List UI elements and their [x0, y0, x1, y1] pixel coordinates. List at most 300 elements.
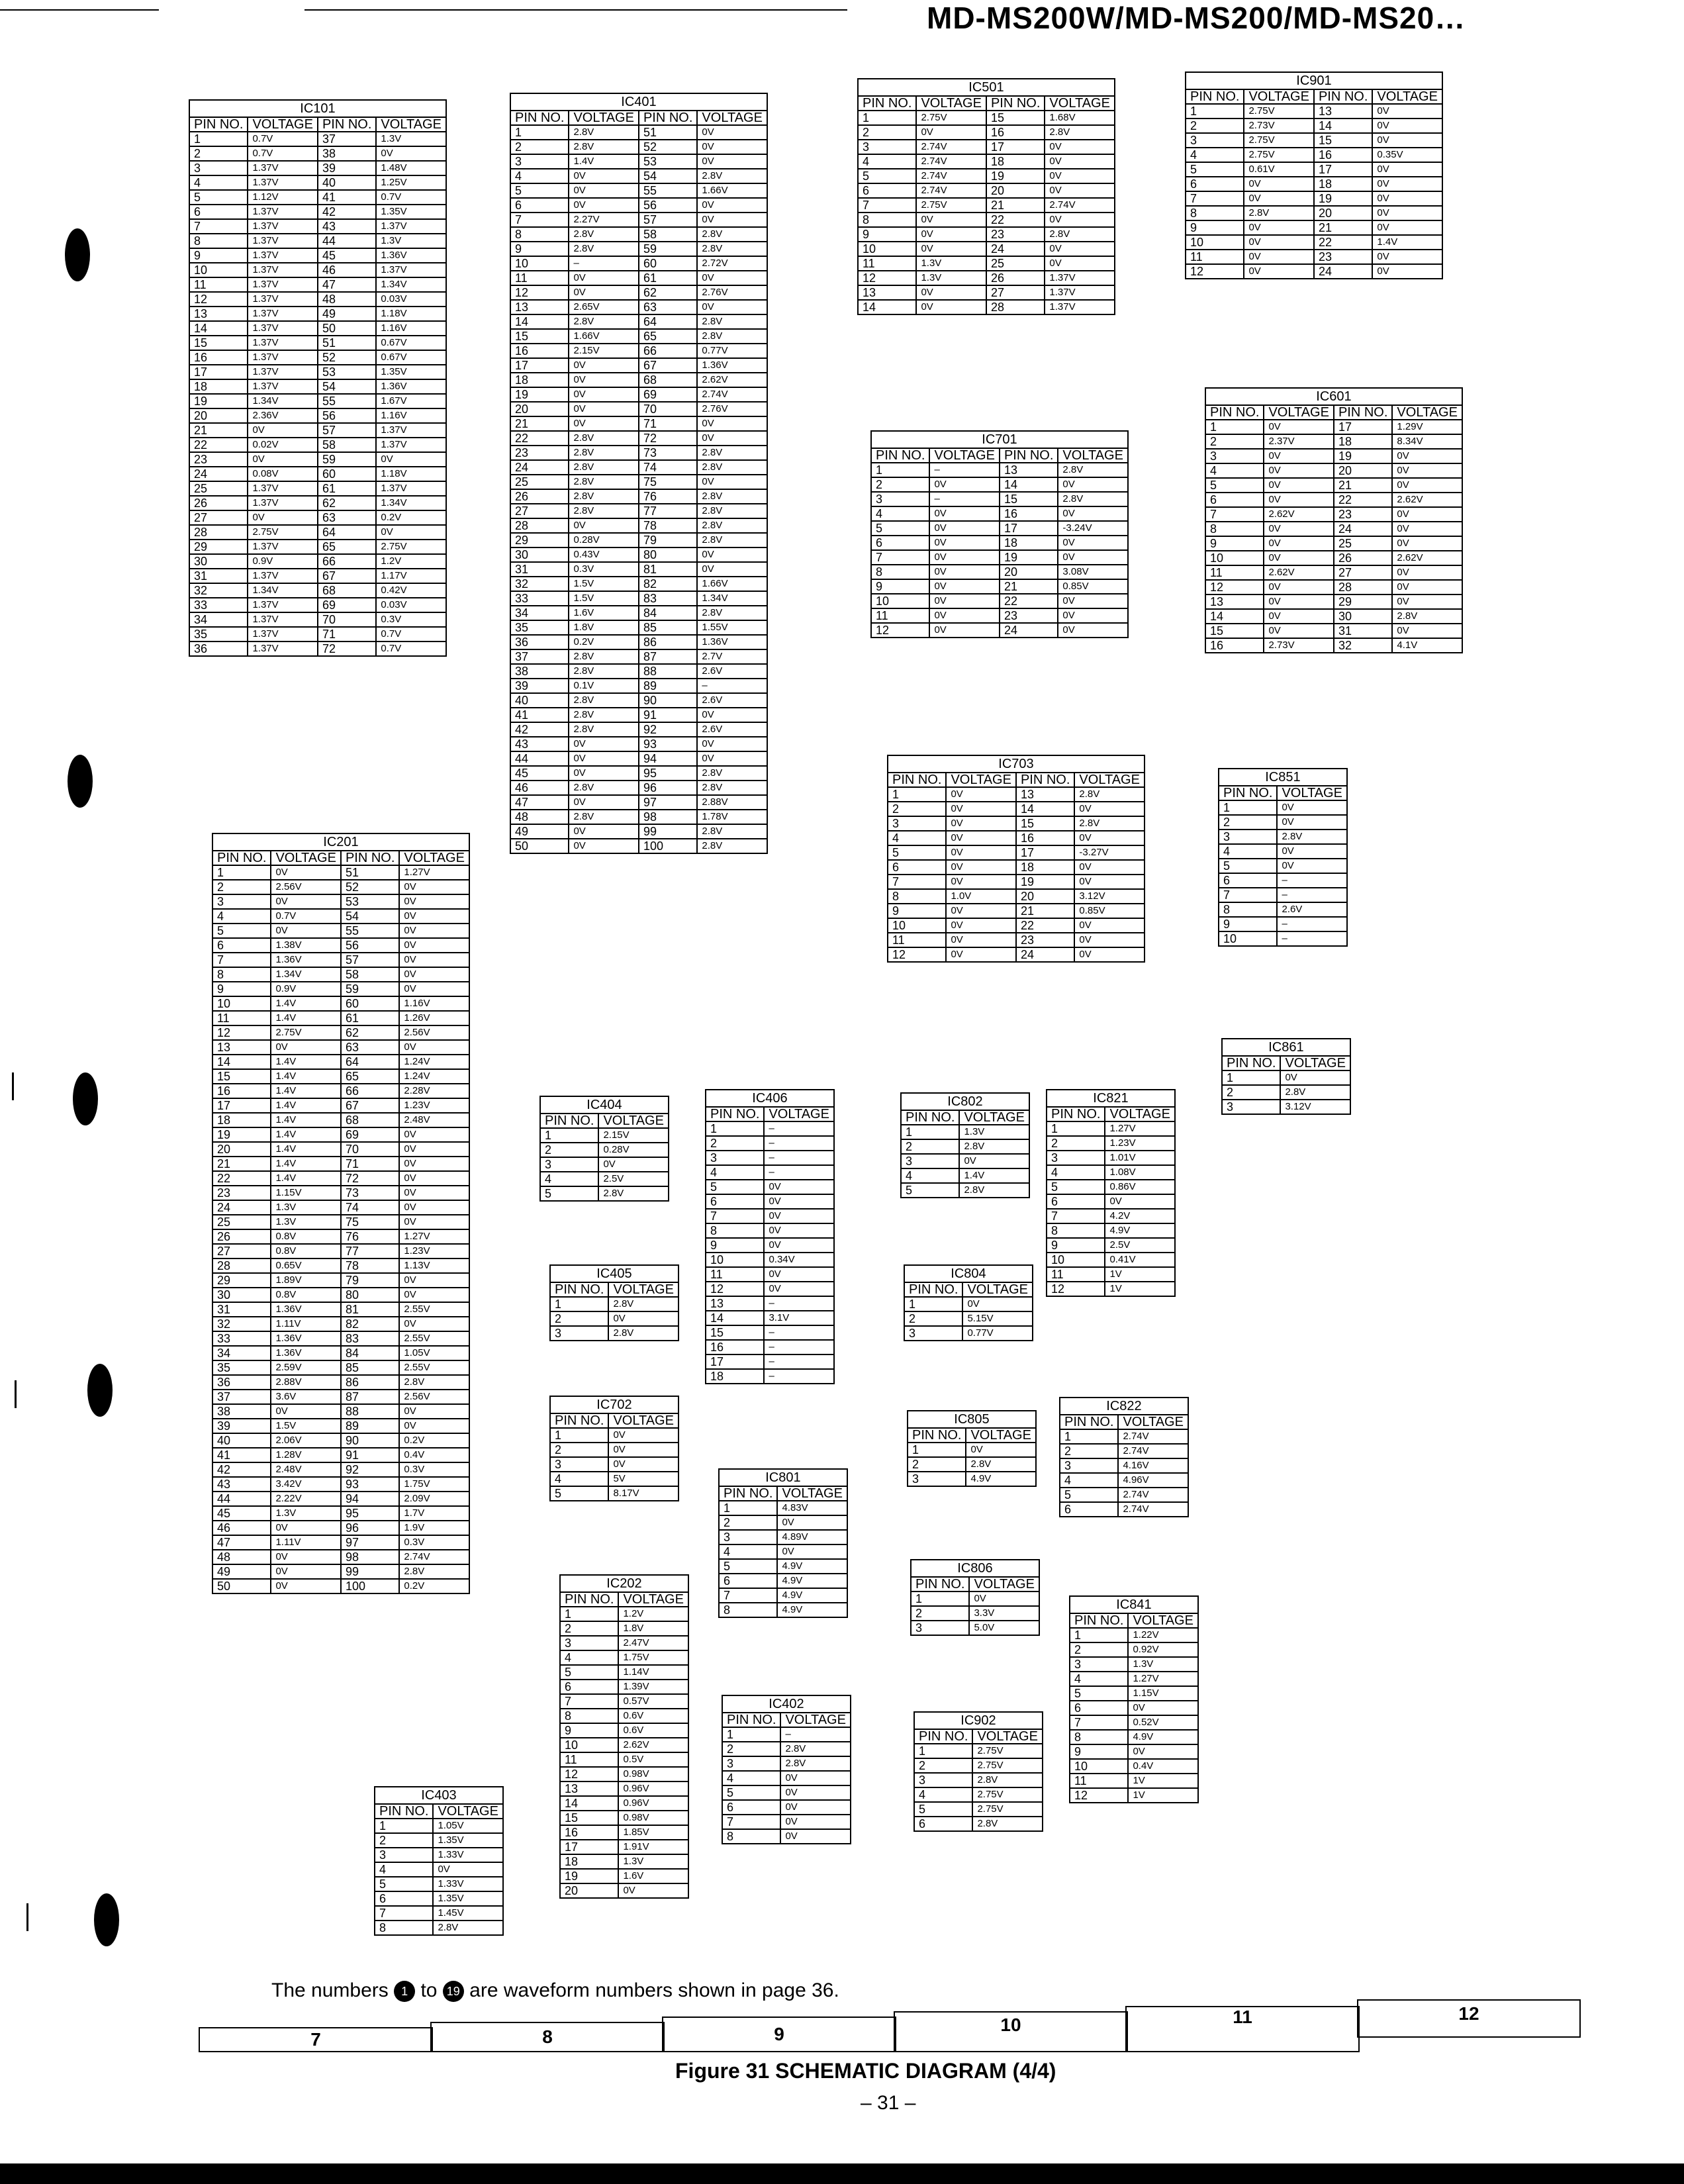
- pin-number: 42: [212, 1462, 271, 1477]
- table-row: [510, 737, 767, 751]
- pin-number: 21: [1016, 904, 1074, 918]
- pin-number: 63: [318, 510, 376, 525]
- table-row: [858, 154, 1115, 169]
- pin-number: 93: [341, 1477, 399, 1492]
- pin-no-header: PIN NO.: [1060, 1415, 1118, 1429]
- voltage-value: 0V: [271, 894, 341, 909]
- pin-number: 58: [318, 438, 376, 452]
- pin-number: 5: [706, 1180, 764, 1194]
- pin-number: 23: [212, 1186, 271, 1200]
- table-row: [212, 982, 469, 996]
- pin-number: 94: [639, 751, 697, 766]
- table-row: [510, 373, 767, 387]
- voltage-value: 0V: [1244, 191, 1314, 206]
- voltage-value: 0.28V: [569, 533, 639, 547]
- voltage-value: 0.92V: [1128, 1642, 1198, 1657]
- voltage-value: 0V: [1045, 154, 1115, 169]
- table-row: [510, 620, 767, 635]
- pin-number: 27: [1334, 565, 1392, 580]
- pin-number: 19: [1334, 449, 1392, 463]
- voltage-value: 0V: [929, 506, 1000, 521]
- pin-number: 14: [510, 314, 569, 329]
- table-row: [1060, 1473, 1188, 1488]
- pin-number: 3: [858, 140, 916, 154]
- pin-no-header: PIN NO.: [560, 1592, 618, 1607]
- voltage-value: 1.75V: [399, 1477, 469, 1492]
- voltage-value: 2.8V: [780, 1742, 851, 1756]
- table-row: [858, 256, 1115, 271]
- table-row: [914, 1817, 1043, 1831]
- voltage-value: 0V: [1372, 191, 1442, 206]
- pin-number: 24: [189, 467, 248, 481]
- pin-number: 1: [901, 1125, 959, 1139]
- table-row: [871, 594, 1128, 608]
- pin-number: 72: [318, 641, 376, 656]
- pin-number: 3: [1047, 1151, 1105, 1165]
- table-row: [510, 329, 767, 344]
- voltage-header: VOLTAGE: [1244, 89, 1314, 104]
- voltage-value: 0V: [271, 1521, 341, 1535]
- voltage-value: 0V: [399, 1127, 469, 1142]
- pin-number: 40: [318, 175, 376, 190]
- voltage-value: 0V: [569, 183, 639, 198]
- voltage-value: 0V: [1277, 844, 1347, 859]
- voltage-value: 2.62V: [618, 1738, 688, 1752]
- table-row: [189, 423, 446, 438]
- voltage-value: 0.03V: [376, 292, 446, 307]
- pin-number: 67: [639, 358, 697, 373]
- table-row: [1186, 220, 1442, 235]
- table-row: [510, 839, 767, 853]
- table-row: [888, 875, 1145, 889]
- pin-number: 53: [639, 154, 697, 169]
- voltage-value: 2.8V: [697, 314, 767, 329]
- voltage-value: 0V: [1264, 463, 1334, 478]
- voltage-value: 2.8V: [1045, 125, 1115, 140]
- table-row: [510, 635, 767, 649]
- table-row: [510, 810, 767, 824]
- pin-number: 51: [639, 125, 697, 140]
- pin-no-header: PIN NO.: [1314, 89, 1372, 104]
- pin-number: 11: [1070, 1774, 1128, 1788]
- table-row: [212, 1331, 469, 1346]
- voltage-value: 0V: [929, 623, 1000, 638]
- pin-number: 5: [858, 169, 916, 183]
- voltage-value: 0V: [1392, 594, 1462, 609]
- voltage-value: –: [764, 1369, 834, 1384]
- pin-number: 22: [510, 431, 569, 446]
- pin-number: 20: [1000, 565, 1058, 579]
- pin-number: 50: [510, 839, 569, 853]
- table-row: [189, 321, 446, 336]
- pin-number: 2: [560, 1621, 618, 1636]
- voltage-value: 0V: [1392, 580, 1462, 594]
- voltage-value: 2.8V: [569, 722, 639, 737]
- pin-number: 92: [341, 1462, 399, 1477]
- pin-number: 55: [639, 183, 697, 198]
- table-row: [1205, 536, 1462, 551]
- voltage-value: 0V: [598, 1157, 669, 1172]
- pin-number: 100: [639, 839, 697, 853]
- pin-number: 53: [318, 365, 376, 379]
- table-row: [1205, 580, 1462, 594]
- voltage-value: 1.4V: [271, 1157, 341, 1171]
- voltage-value: 2.15V: [598, 1128, 669, 1143]
- table-row: [189, 452, 446, 467]
- pin-number: 45: [318, 248, 376, 263]
- voltage-value: 0V: [959, 1154, 1029, 1168]
- voltage-value: 0V: [1277, 800, 1347, 815]
- ic-table-ic403: [374, 1786, 504, 1936]
- pin-number: 34: [189, 612, 248, 627]
- pin-number: 97: [639, 795, 697, 810]
- voltage-value: 0.61V: [1244, 162, 1314, 177]
- table-row: [1205, 565, 1462, 580]
- table-row: [719, 1501, 847, 1515]
- pin-number: 76: [639, 489, 697, 504]
- voltage-value: 2.5V: [598, 1172, 669, 1186]
- table-row: [189, 569, 446, 583]
- voltage-value: 2.59V: [271, 1360, 341, 1375]
- pin-number: 62: [318, 496, 376, 510]
- voltage-value: 1.55V: [697, 620, 767, 635]
- pin-number: 1: [719, 1501, 777, 1515]
- pin-number: 21: [189, 423, 248, 438]
- pin-no-header: PIN NO.: [1205, 405, 1264, 420]
- table-row: [858, 227, 1115, 242]
- voltage-value: 0V: [399, 894, 469, 909]
- pin-number: 22: [212, 1171, 271, 1186]
- pin-number: 75: [341, 1215, 399, 1229]
- pin-number: 2: [550, 1311, 608, 1326]
- voltage-value: 1.3V: [376, 132, 446, 146]
- table-row: [189, 612, 446, 627]
- pin-number: 5: [550, 1486, 608, 1501]
- table-row: [706, 1209, 834, 1223]
- pin-number: 3: [375, 1848, 433, 1862]
- pin-number: 16: [189, 350, 248, 365]
- pin-number: 8: [706, 1223, 764, 1238]
- voltage-value: 0V: [399, 1404, 469, 1419]
- pin-number: 4: [914, 1787, 972, 1802]
- pin-number: 80: [639, 547, 697, 562]
- voltage-value: 0V: [780, 1815, 851, 1829]
- voltage-value: 2.47V: [618, 1636, 688, 1650]
- pin-number: 8: [375, 1921, 433, 1935]
- pin-number: 20: [212, 1142, 271, 1157]
- voltage-value: 2.74V: [1045, 198, 1115, 213]
- voltage-value: 2.76V: [697, 285, 767, 300]
- pin-number: 56: [318, 408, 376, 423]
- voltage-value: 0V: [929, 477, 1000, 492]
- voltage-value: 1.3V: [271, 1215, 341, 1229]
- voltage-value: 2.75V: [1244, 133, 1314, 148]
- voltage-value: 1.14V: [618, 1665, 688, 1680]
- table-row: [1047, 1238, 1175, 1253]
- voltage-value: 1.11V: [271, 1317, 341, 1331]
- voltage-value: 1.3V: [618, 1854, 688, 1869]
- voltage-value: 1.36V: [271, 953, 341, 967]
- pin-number: 12: [1070, 1788, 1128, 1803]
- table-row: [212, 1258, 469, 1273]
- table-row: [901, 1168, 1029, 1183]
- pin-number: 29: [189, 540, 248, 554]
- table-row: [1047, 1282, 1175, 1296]
- table-row: [706, 1180, 834, 1194]
- voltage-value: 0V: [1264, 624, 1334, 638]
- voltage-value: 1.36V: [376, 379, 446, 394]
- pin-no-header: PIN NO.: [212, 851, 271, 865]
- pin-number: 70: [341, 1142, 399, 1157]
- pin-number: 62: [341, 1025, 399, 1040]
- voltage-value: 0V: [569, 766, 639, 781]
- voltage-value: 3.12V: [1074, 889, 1145, 904]
- table-row: [189, 394, 446, 408]
- pin-number: 1: [911, 1591, 969, 1606]
- pin-number: 6: [1205, 493, 1264, 507]
- pin-number: 96: [639, 781, 697, 795]
- voltage-header: VOLTAGE: [962, 1282, 1033, 1297]
- pin-number: 2: [1186, 119, 1244, 133]
- voltage-value: 0V: [399, 924, 469, 938]
- table-row: [1219, 859, 1347, 873]
- voltage-value: 2.8V: [1058, 463, 1128, 477]
- pin-no-header: PIN NO.: [341, 851, 399, 865]
- voltage-value: 2.37V: [1264, 434, 1334, 449]
- voltage-value: 1.27V: [1128, 1672, 1198, 1686]
- pin-number: 34: [510, 606, 569, 620]
- voltage-value: 0V: [399, 982, 469, 996]
- table-row: [1186, 133, 1442, 148]
- pin-no-header: PIN NO.: [1219, 786, 1277, 800]
- pin-number: 13: [1016, 787, 1074, 802]
- pin-number: 26: [510, 489, 569, 504]
- table-row: [375, 1877, 503, 1891]
- voltage-value: 1.5V: [271, 1419, 341, 1433]
- table-row: [510, 708, 767, 722]
- pin-number: 25: [189, 481, 248, 496]
- table-row: [189, 583, 446, 598]
- voltage-value: 1.17V: [376, 569, 446, 583]
- pin-number: 59: [639, 242, 697, 256]
- voltage-value: 1.27V: [399, 1229, 469, 1244]
- table-row: [1186, 119, 1442, 133]
- voltage-value: 2.8V: [569, 810, 639, 824]
- page-header: MD-MS200W/MD-MS200/MD-MS20…: [927, 1, 1466, 35]
- voltage-value: 0.96V: [618, 1796, 688, 1811]
- voltage-value: 2.27V: [569, 213, 639, 227]
- pin-number: 2: [1205, 434, 1264, 449]
- voltage-value: 1.22V: [1128, 1628, 1198, 1642]
- pin-number: 11: [1205, 565, 1264, 580]
- voltage-value: 0.7V: [271, 909, 341, 924]
- pin-number: 2: [706, 1136, 764, 1151]
- pin-number: 7: [722, 1815, 780, 1829]
- table-row: [871, 565, 1128, 579]
- table-row: [212, 1404, 469, 1419]
- pin-number: 86: [341, 1375, 399, 1390]
- table-row: [550, 1486, 678, 1501]
- pin-number: 5: [560, 1665, 618, 1680]
- pin-number: 2: [722, 1742, 780, 1756]
- voltage-header: VOLTAGE: [598, 1114, 669, 1128]
- voltage-value: 2.8V: [569, 242, 639, 256]
- voltage-value: 0V: [608, 1443, 678, 1457]
- table-row: [1070, 1744, 1198, 1759]
- voltage-value: 2.62V: [1264, 565, 1334, 580]
- table-row: [858, 271, 1115, 285]
- pin-number: 34: [212, 1346, 271, 1360]
- pin-number: 26: [986, 271, 1045, 285]
- table-row: [212, 880, 469, 894]
- voltage-value: 0.77V: [962, 1326, 1033, 1341]
- voltage-header: VOLTAGE: [929, 448, 1000, 463]
- pin-number: 38: [212, 1404, 271, 1419]
- table-row: [212, 1215, 469, 1229]
- table-row: [550, 1326, 678, 1341]
- voltage-value: 1.2V: [618, 1607, 688, 1621]
- table-row: [706, 1253, 834, 1267]
- voltage-value: 0V: [1372, 220, 1442, 235]
- pin-number: 18: [212, 1113, 271, 1127]
- pin-number: 24: [986, 242, 1045, 256]
- table-row: [510, 256, 767, 271]
- pin-number: 14: [1000, 477, 1058, 492]
- table-row: [560, 1694, 688, 1709]
- grid-number: 7: [199, 2027, 433, 2052]
- pin-number: 14: [706, 1311, 764, 1325]
- pin-number: 6: [719, 1574, 777, 1588]
- table-row: [858, 285, 1115, 300]
- voltage-value: 1.91V: [618, 1840, 688, 1854]
- table-row: [212, 1390, 469, 1404]
- table-row: [858, 111, 1115, 125]
- pin-number: 81: [639, 562, 697, 577]
- ic-name: IC821: [1047, 1090, 1175, 1107]
- pin-number: 24: [1016, 947, 1074, 962]
- table-row: [1222, 1085, 1350, 1100]
- voltage-value: 1.36V: [697, 358, 767, 373]
- voltage-value: 1.37V: [248, 598, 318, 612]
- table-row: [189, 525, 446, 540]
- table-row: [189, 641, 446, 656]
- pin-number: 73: [341, 1186, 399, 1200]
- pin-number: 3: [904, 1326, 962, 1341]
- pin-number: 63: [341, 1040, 399, 1055]
- pin-number: 1: [510, 125, 569, 140]
- pin-number: 11: [510, 271, 569, 285]
- pin-number: 12: [706, 1282, 764, 1296]
- pin-number: 2: [1222, 1085, 1280, 1100]
- voltage-value: 0V: [1392, 536, 1462, 551]
- pin-number: 59: [341, 982, 399, 996]
- voltage-value: 0V: [1045, 169, 1115, 183]
- pin-number: 12: [1186, 264, 1244, 279]
- voltage-value: 1.4V: [271, 1069, 341, 1084]
- voltage-value: 0V: [399, 1288, 469, 1302]
- pin-number: 79: [341, 1273, 399, 1288]
- table-row: [1047, 1223, 1175, 1238]
- voltage-value: 0V: [929, 521, 1000, 536]
- voltage-value: 1.4V: [271, 1011, 341, 1025]
- voltage-value: –: [929, 463, 1000, 477]
- pin-number: 55: [341, 924, 399, 938]
- table-row: [212, 1244, 469, 1258]
- pin-number: 1: [550, 1428, 608, 1443]
- table-row: [189, 598, 446, 612]
- table-row: [540, 1172, 669, 1186]
- voltage-value: –: [764, 1354, 834, 1369]
- table-row: [560, 1636, 688, 1650]
- pin-number: 30: [189, 554, 248, 569]
- pin-number: 79: [639, 533, 697, 547]
- voltage-value: 0.8V: [271, 1229, 341, 1244]
- pin-number: 17: [1334, 420, 1392, 434]
- pin-number: 6: [1186, 177, 1244, 191]
- ic-name: IC804: [904, 1265, 1033, 1282]
- pin-number: 60: [639, 256, 697, 271]
- voltage-header: VOLTAGE: [433, 1804, 503, 1819]
- pin-no-header: PIN NO.: [1070, 1613, 1128, 1628]
- table-row: [510, 781, 767, 795]
- voltage-value: 2.06V: [271, 1433, 341, 1448]
- voltage-value: 0V: [271, 865, 341, 880]
- pin-number: 39: [510, 679, 569, 693]
- table-row: [560, 1869, 688, 1883]
- voltage-value: -3.24V: [1058, 521, 1128, 536]
- voltage-value: 1.15V: [271, 1186, 341, 1200]
- pin-number: 33: [189, 598, 248, 612]
- voltage-value: 2.8V: [697, 489, 767, 504]
- pin-number: 41: [318, 190, 376, 205]
- pin-number: 2: [1070, 1642, 1128, 1657]
- table-row: [189, 161, 446, 175]
- pin-number: 6: [1047, 1194, 1105, 1209]
- pin-number: 9: [858, 227, 916, 242]
- voltage-value: 0V: [946, 904, 1016, 918]
- table-row: [212, 1302, 469, 1317]
- voltage-value: 1.48V: [376, 161, 446, 175]
- pin-number: 13: [706, 1296, 764, 1311]
- voltage-header: VOLTAGE: [1372, 89, 1442, 104]
- voltage-value: 2.8V: [569, 125, 639, 140]
- pin-number: 3: [1205, 449, 1264, 463]
- pin-number: 2: [911, 1606, 969, 1621]
- voltage-value: 0.85V: [1074, 904, 1145, 918]
- table-row: [706, 1136, 834, 1151]
- pin-number: 2: [719, 1515, 777, 1530]
- pin-number: 97: [341, 1535, 399, 1550]
- pin-number: 7: [719, 1588, 777, 1603]
- ic-table-ic406: [705, 1089, 835, 1384]
- voltage-value: 4.9V: [1128, 1730, 1198, 1744]
- pin-number: 35: [212, 1360, 271, 1375]
- voltage-value: 0V: [1058, 608, 1128, 623]
- table-row: [510, 183, 767, 198]
- pin-number: 1: [550, 1297, 608, 1311]
- table-row: [1205, 463, 1462, 478]
- pin-number: 2: [550, 1443, 608, 1457]
- table-row: [510, 446, 767, 460]
- voltage-value: 0V: [1264, 449, 1334, 463]
- voltage-header: VOLTAGE: [916, 96, 986, 111]
- pin-number: 91: [341, 1448, 399, 1462]
- voltage-value: 1.37V: [248, 234, 318, 248]
- pin-number: 3: [871, 492, 929, 506]
- table-row: [510, 154, 767, 169]
- voltage-value: 2.62V: [1264, 507, 1334, 522]
- pin-number: 21: [1000, 579, 1058, 594]
